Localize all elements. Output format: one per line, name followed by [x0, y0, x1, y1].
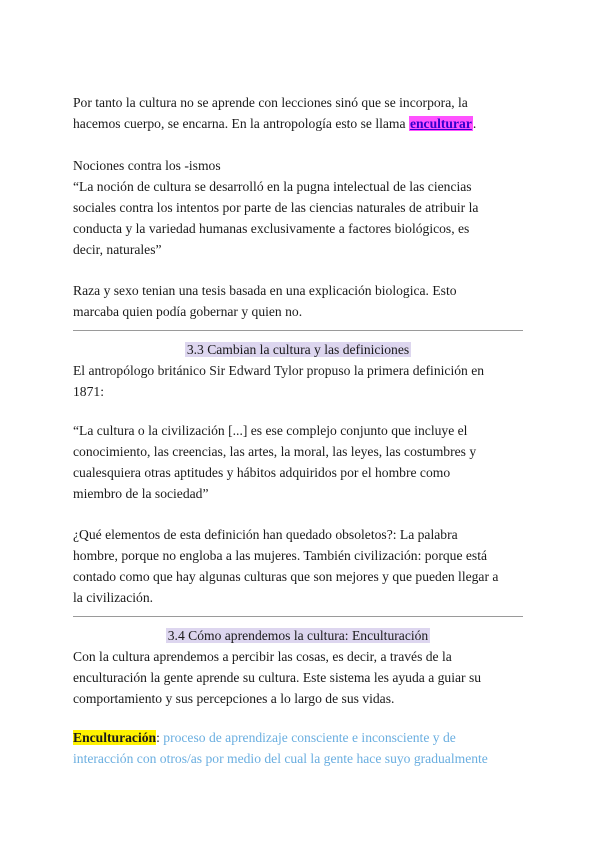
text-line: hombre, porque no engloba a las mujeres. También civilización: porque está [73, 548, 488, 563]
text-line: marcaba quien podía gobernar y quien no. [73, 304, 303, 319]
text-line: Con la cultura aprendemos a percibir las cosas, es decir, a través de la [73, 649, 452, 664]
section-3-4-title [73, 625, 523, 646]
text-line [73, 113, 533, 134]
quote-line: “La cultura o la civilización [...] es ese complejo conjunto que incluye el [73, 423, 468, 438]
definition-text: proceso de aprendizaje consciente e inconsciente y de [159, 730, 456, 745]
text-line: la civilización. [73, 590, 154, 605]
divider [73, 330, 523, 331]
raza-paragraph [73, 280, 533, 322]
text-line: Raza y sexo tenian una tesis basada en una explicación biologica. Esto [73, 283, 457, 298]
quote-line: conducta y la variedad humanas exclusivamente a factores biológicos, es [73, 221, 470, 236]
quote-line: sociales contra los intentos por parte de las ciencias naturales de atribuir la [73, 200, 479, 215]
text-line: El antropólogo británico Sir Edward Tylor propuso la primera definición en [73, 363, 485, 378]
text-line: enculturación la gente aprende su cultura. Este sistema les ayuda a guiar su [73, 670, 482, 685]
definition-text: interacción con otros/as por medio del cual la gente hace suyo gradualmente [73, 751, 488, 766]
section-3-3-title [73, 339, 523, 360]
text-fragment: . [472, 116, 477, 131]
tylor-quote [73, 420, 533, 504]
text-line [73, 727, 533, 748]
quote-line: miembro de la sociedad” [73, 486, 209, 501]
text-line: 1871: [73, 384, 104, 399]
text-line: comportamiento y sus percepciones a lo largo de sus vidas. [73, 691, 395, 706]
intro-paragraph [73, 92, 533, 134]
term-colon: : [156, 730, 160, 745]
text-line: Por tanto la cultura no se aprende con lecciones sinó que se incorpora, la [73, 95, 468, 110]
section-title-text: 3.3 Cambian la cultura y las definiciones [186, 342, 410, 357]
section-title-text: 3.4 Cómo aprendemos la cultura: Enculturación [167, 628, 429, 643]
tylor-intro [73, 360, 533, 402]
enculturacion-paragraph [73, 646, 533, 709]
obsoletos-paragraph [73, 524, 533, 608]
quote-line: “La noción de cultura se desarrolló en la pugna intelectual de las ciencias [73, 179, 472, 194]
nociones-paragraph [73, 155, 533, 260]
text-line: contado como que hay algunas culturas que son mejores y que pueden llegar a [73, 569, 499, 584]
term-highlight: Enculturación [73, 730, 157, 745]
quote-line: decir, naturales” [73, 242, 162, 257]
divider [73, 616, 523, 617]
quote-line: cualesquiera otras aptitudes y hábitos adquiridos por el hombre como [73, 465, 451, 480]
definition-paragraph [73, 727, 533, 769]
nociones-heading: Nociones contra los -ismos [73, 158, 221, 173]
quote-line: conocimiento, las creencias, las artes, la moral, las leyes, las costumbres y [73, 444, 477, 459]
enculturar-link[interactable]: enculturar [409, 116, 472, 131]
text-fragment: hacemos cuerpo, se encarna. En la antropología esto se llama [73, 116, 409, 131]
text-line: ¿Qué elementos de esta definición han quedado obsoletos?: La palabra [73, 527, 458, 542]
